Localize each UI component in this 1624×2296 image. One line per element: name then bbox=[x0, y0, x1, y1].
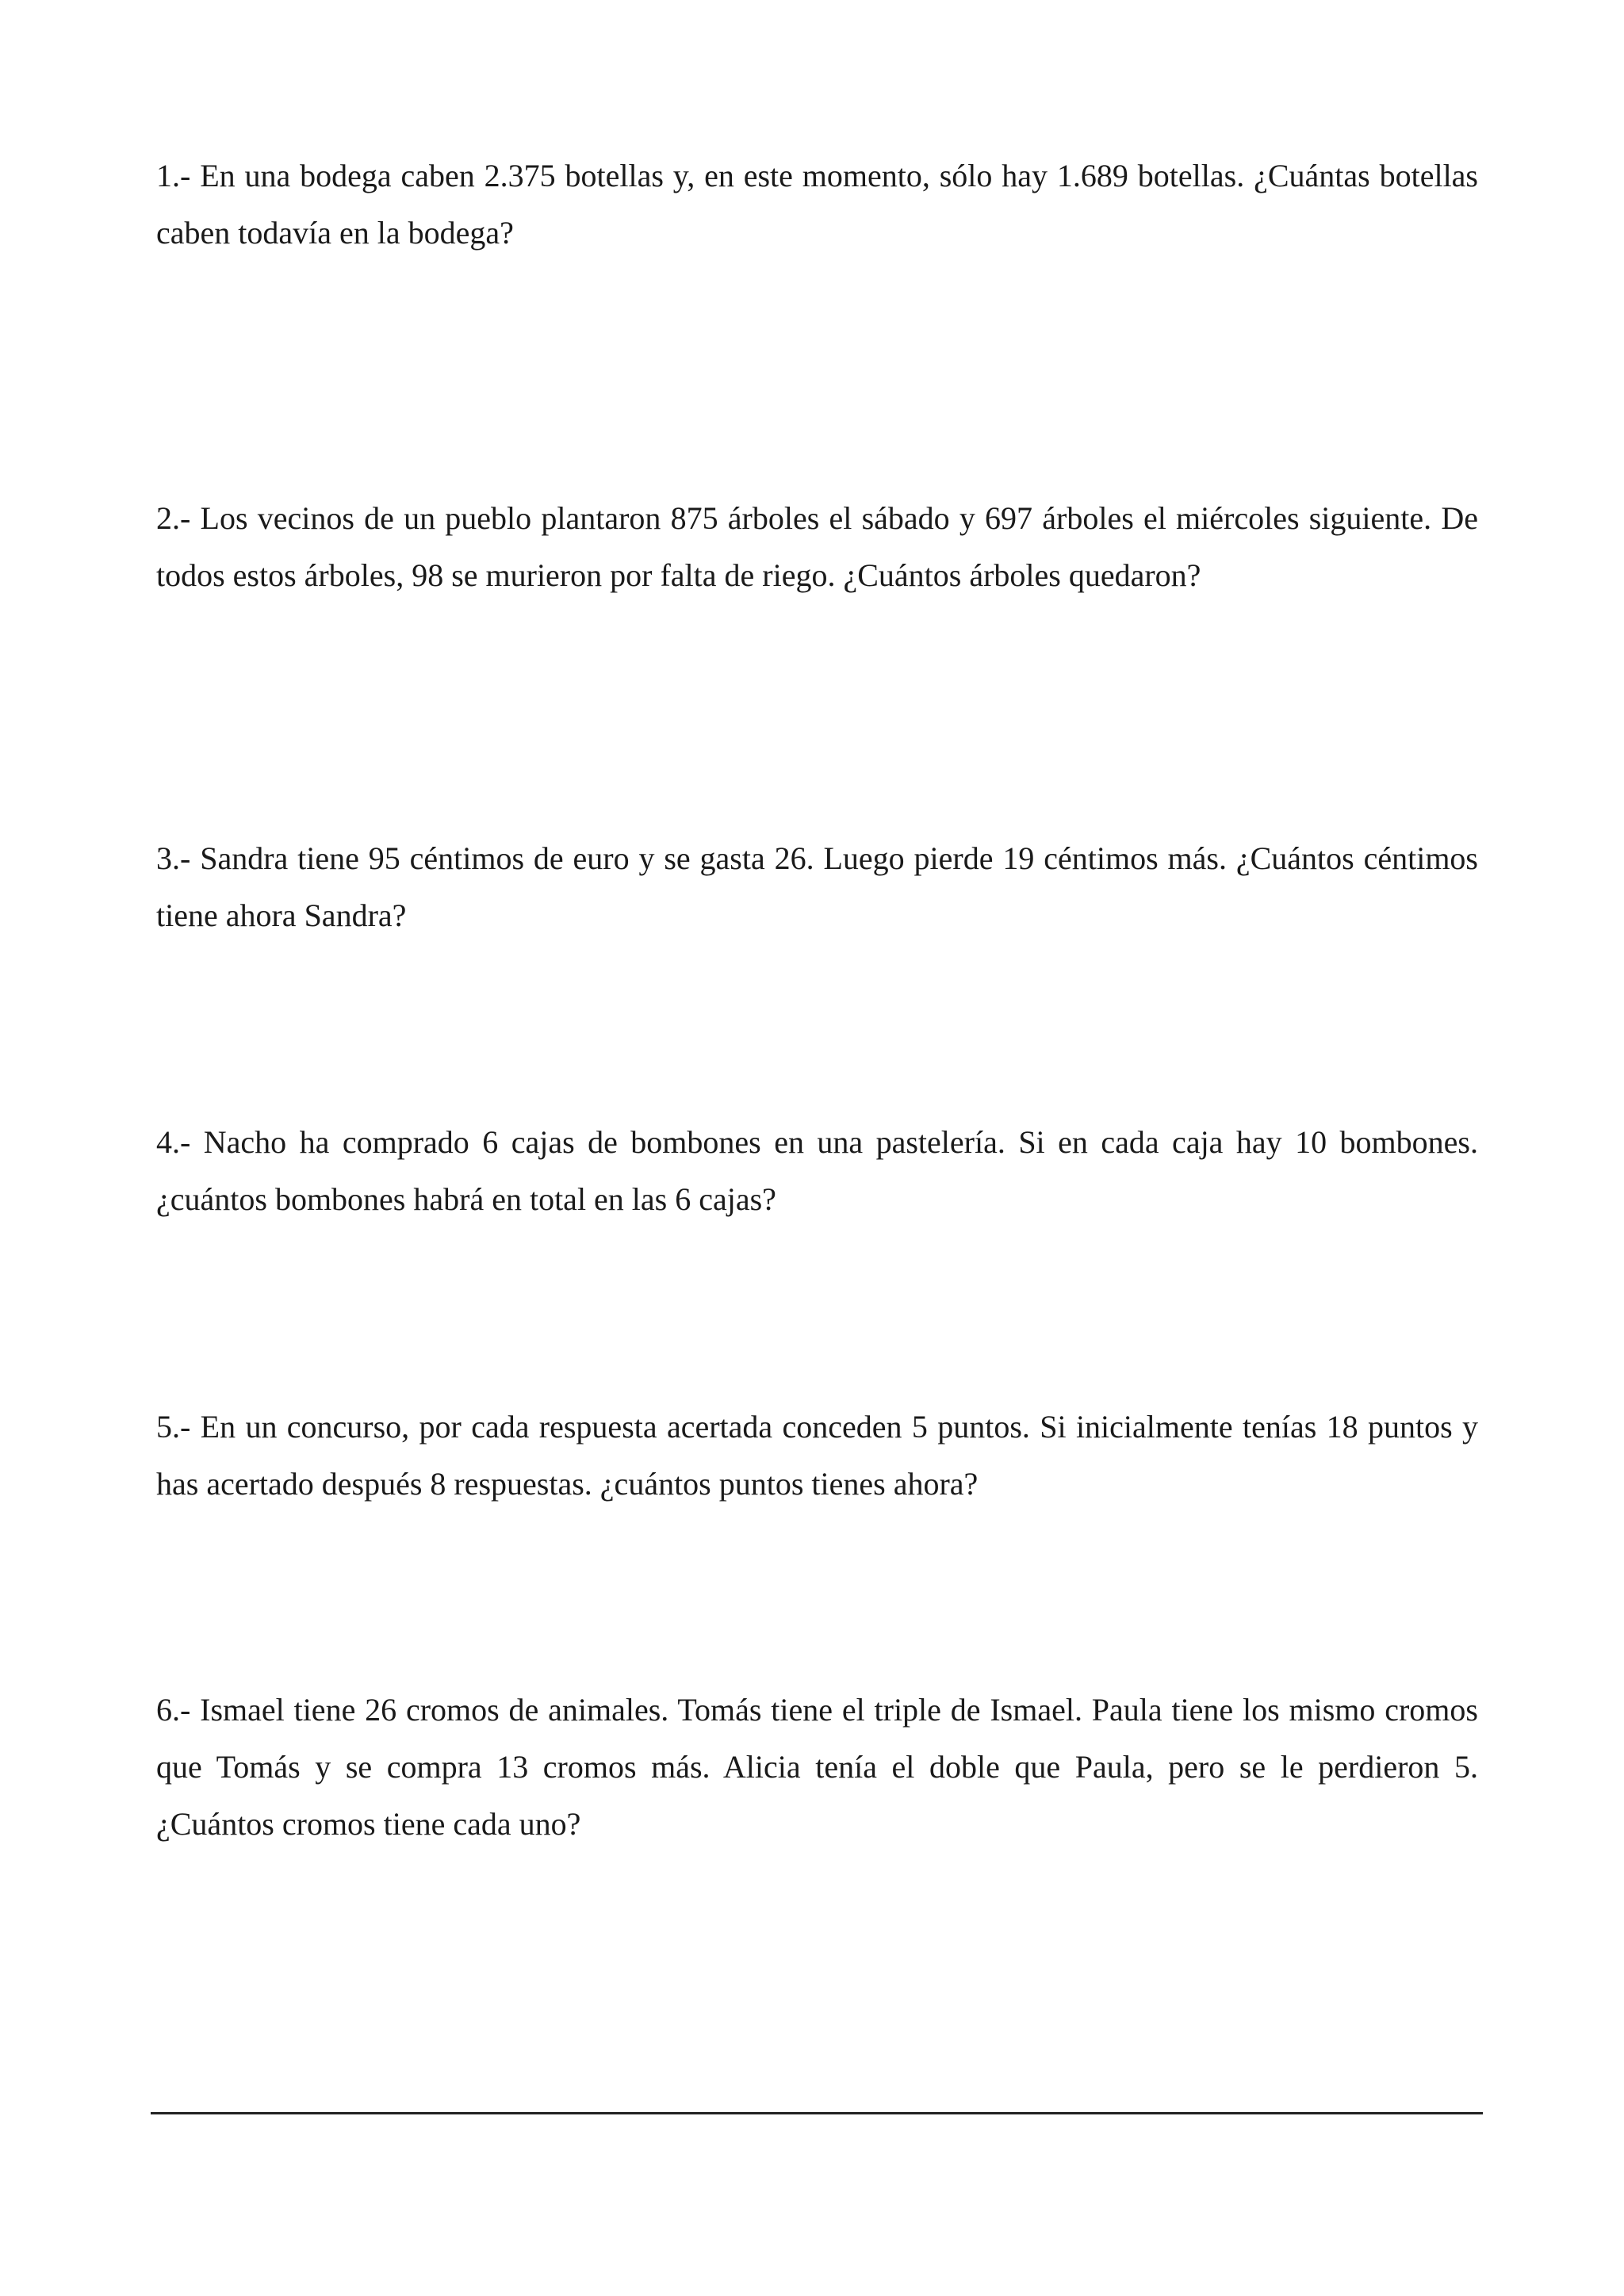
problem-6: 6.- Ismael tiene 26 cromos de animales. Tomás tiene el triple de Ismael. Paula tiene los mismo cromos que Tomás y se compra 13 cromos más. Alicia tenía el doble que Paula, pero se le perdieron 5. ¿Cuántos cromos tiene cada uno? bbox=[156, 1692, 1478, 1842]
problem-1: 1.- En una bodega caben 2.375 botellas y, en este momento, sólo hay 1.689 botellas. ¿Cuántas botellas caben todavía en la bodega? bbox=[156, 158, 1478, 251]
problem-4: 4.- Nacho ha comprado 6 cajas de bombones en una pastelería. Si en cada caja hay 10 bombones. ¿cuántos bombones habrá en total en las 6 cajas? bbox=[156, 1124, 1478, 1217]
problem-3: 3.- Sandra tiene 95 céntimos de euro y se gasta 26. Luego pierde 19 céntimos más. ¿Cuántos céntimos tiene ahora Sandra? bbox=[156, 840, 1478, 933]
footer-divider bbox=[151, 2112, 1483, 2114]
problem-2: 2.- Los vecinos de un pueblo plantaron 875 árboles el sábado y 697 árboles el miércoles siguiente. De todos estos árboles, 98 se murieron por falta de riego. ¿Cuántos árboles quedaron? bbox=[156, 500, 1478, 593]
problem-5: 5.- En un concurso, por cada respuesta acertada conceden 5 puntos. Si inicialmente tenías 18 puntos y has acertado después 8 respuestas. ¿cuántos puntos tienes ahora? bbox=[156, 1409, 1478, 1502]
